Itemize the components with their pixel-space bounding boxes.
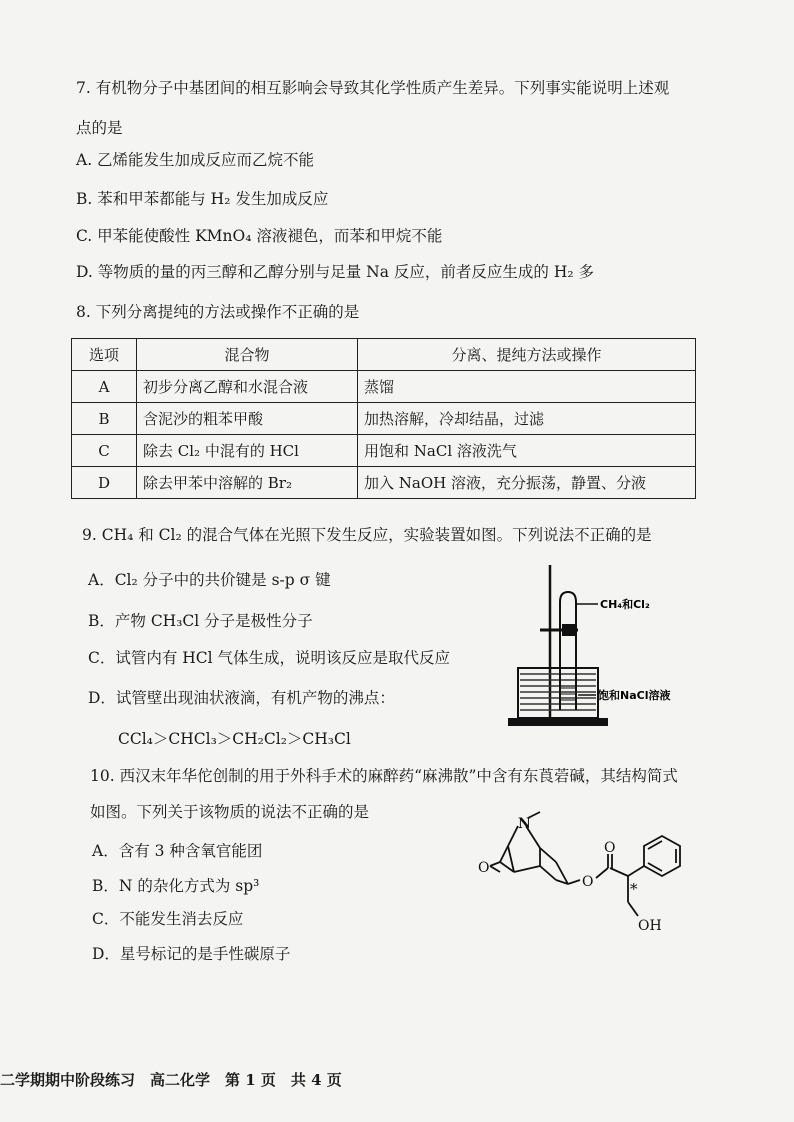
q9-option-a: A．Cl₂ 分子中的共价键是 s-p σ 键 — [88, 571, 331, 589]
cell-option: B — [72, 403, 137, 435]
cell-mixture: 含泥沙的粗苯甲酸 — [137, 403, 358, 435]
q9-option-b: B．产物 CH₃Cl 分子是极性分子 — [88, 612, 313, 630]
table-row — [72, 435, 696, 467]
cell-mixture: 初步分离乙醇和水混合液 — [137, 371, 358, 403]
q7-option-c: C. 甲苯能使酸性 KMnO₄ 溶液褪色，而苯和甲烷不能 — [76, 227, 443, 245]
q7-option-d: D. 等物质的量的丙三醇和乙醇分别与足量 Na 反应，前者反应生成的 H₂ 多 — [76, 263, 594, 281]
q10-option-c: C．不能发生消去反应 — [92, 910, 244, 928]
atom-o-epoxide: O — [478, 860, 490, 876]
header-mixture: 混合物 — [137, 339, 358, 371]
table-header-row — [72, 339, 696, 371]
q7-stem-line2: 点的是 — [76, 119, 123, 137]
cell-method: 加入 NaOH 溶液，充分振荡，静置、分液 — [358, 467, 696, 499]
label-solution: 饱和NaCl溶液 — [598, 689, 671, 702]
cell-mixture: 除去 Cl₂ 中混有的 HCl — [137, 435, 358, 467]
q9-stem: 9. CH₄ 和 Cl₂ 的混合气体在光照下发生反应，实验装置如图。下列说法不正确的是 — [82, 526, 652, 544]
atom-oh: OH — [638, 918, 662, 934]
atom-o-ester: O — [582, 874, 594, 890]
label-gas: CH₄和Cl₂ — [600, 598, 650, 611]
q10-stem-line1: 10. 西汉末年华佗创制的用于外科手术的麻醉药“麻沸散”中含有东莨菪碱，其结构简式 — [90, 767, 678, 785]
cell-option: A — [72, 371, 137, 403]
atom-n: N — [518, 816, 531, 832]
header-option: 选项 — [72, 339, 137, 371]
q7-option-a: A. 乙烯能发生加成反应而乙烷不能 — [76, 151, 315, 169]
table-row — [72, 467, 696, 499]
chiral-star: * — [630, 880, 638, 898]
q8-table — [71, 338, 696, 499]
q9-option-d: D．试管壁出现油状液滴，有机产物的沸点： — [88, 689, 395, 707]
page-footer: 二学期期中阶段练习 高二化学 第 1 页 共 4 页 — [0, 1071, 342, 1089]
header-method: 分离、提纯方法或操作 — [358, 339, 696, 371]
cell-method: 蒸馏 — [358, 371, 696, 403]
q9-option-c: C．试管内有 HCl 气体生成，说明该反应是取代反应 — [88, 649, 451, 667]
q10-stem-line2: 如图。下列关于该物质的说法不正确的是 — [90, 803, 370, 821]
q10-option-d: D．星号标记的是手性碳原子 — [92, 945, 291, 963]
table-row — [72, 371, 696, 403]
scopolamine-structure — [478, 806, 708, 946]
cell-method: 加热溶解，冷却结晶，过滤 — [358, 403, 696, 435]
cell-option: C — [72, 435, 137, 467]
q7-stem-line1: 7. 有机物分子中基团间的相互影响会导致其化学性质产生差异。下列事实能说明上述观 — [76, 79, 670, 97]
q10-option-a: A．含有 3 种含氧官能团 — [92, 842, 263, 860]
atom-o-carbonyl: O — [604, 840, 616, 856]
q8-stem: 8. 下列分离提纯的方法或操作不正确的是 — [76, 303, 360, 321]
q10-option-b: B．N 的杂化方式为 sp³ — [92, 877, 260, 895]
q9-option-d-order: CCl₄＞CHCl₃＞CH₂Cl₂＞CH₃Cl — [118, 730, 351, 748]
cell-method: 用饱和 NaCl 溶液洗气 — [358, 435, 696, 467]
table-row — [72, 403, 696, 435]
cell-option: D — [72, 467, 137, 499]
q7-option-b: B. 苯和甲苯都能与 H₂ 发生加成反应 — [76, 190, 329, 208]
cell-mixture: 除去甲苯中溶解的 Br₂ — [137, 467, 358, 499]
apparatus-diagram — [500, 560, 700, 735]
